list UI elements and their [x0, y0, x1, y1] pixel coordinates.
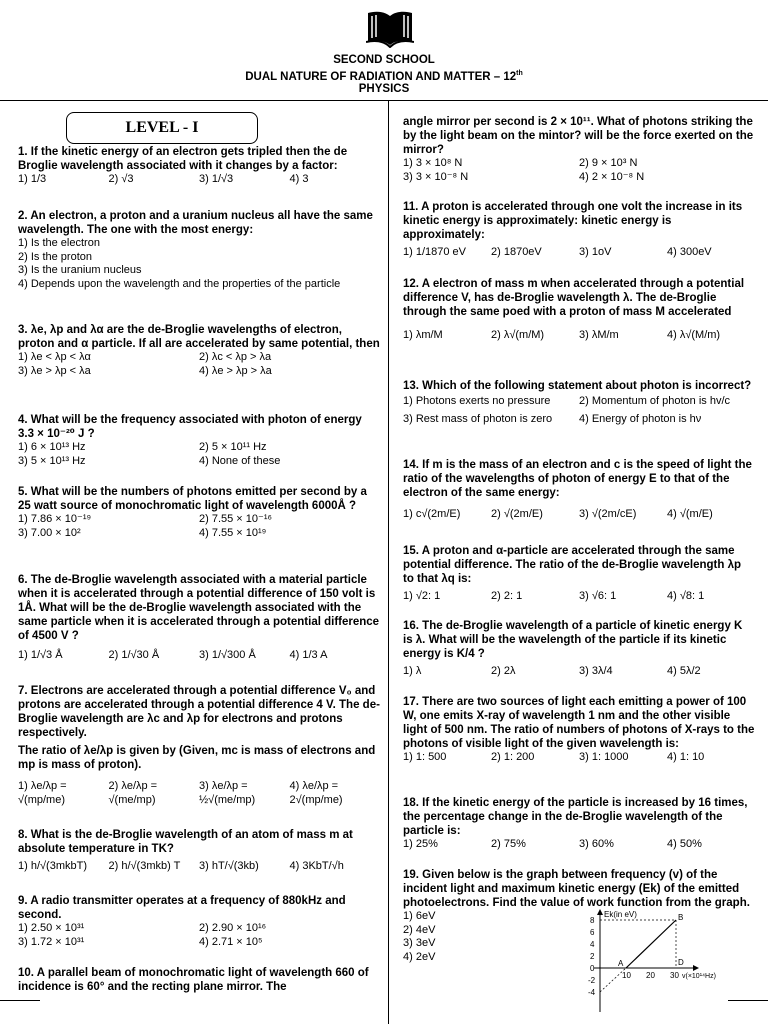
- option-1: 1) 6 × 10¹³ Hz: [18, 441, 86, 453]
- option-3: 3) 3eV: [403, 937, 436, 949]
- y-tick-8: 8: [590, 916, 595, 925]
- option-3: 3) √6: 1: [579, 590, 617, 602]
- option-3: 3) 1oV: [579, 246, 612, 258]
- option-4: 4) 1/3 A: [289, 649, 328, 661]
- option-2: 2) 1/√30 Å: [108, 649, 160, 661]
- point-a-label: A: [618, 959, 624, 968]
- school-name: SECOND SCHOOL: [333, 54, 435, 66]
- option-1: 1) 3 × 10⁸ N: [403, 157, 463, 169]
- option-3: 3) λe > λp < λa: [18, 364, 91, 377]
- option-2: 2) 2.90 × 10¹⁶: [199, 922, 267, 934]
- option-4: 4) Depends upon the wavelength and the properties of the particle: [18, 277, 341, 290]
- option-4: 4) λ√(M/m): [667, 329, 721, 341]
- y-tick-4: 4: [590, 940, 595, 949]
- question-text: 17. There are two sources of light each emitting a power of 100 W, one emits X-ray of wavelength 1 nm and the other visible light of 500 nm. The ratio of numbers of photons of X-rays to the photons of visible light of the given wavelength is:: [403, 696, 755, 750]
- question-text: 19. Given below is the graph between frequency (v) of the incident light and maximum kinetic energy (Ek) of the emitted photoelectrons. Find the value of work function from the graph.: [403, 869, 750, 909]
- option-3: 3) 60%: [579, 838, 614, 850]
- question-18: [403, 796, 755, 852]
- y-axis-label: Ek(in eV): [604, 910, 637, 919]
- option-2: 2) λ√(m/M): [491, 329, 545, 341]
- question-text: 5. What will be the numbers of photons emitted per second by a 25 watt source of monochromatic light of wavelength 6000Å ?: [18, 486, 367, 512]
- open-book-icon: [366, 8, 414, 48]
- question-text: 7. Electrons are accelerated through a potential difference V₀ and protons are accelerated through a potential difference 4 V. The de-Broglie wavelength are λc and λp for electrons and protons respectively.: [18, 685, 380, 739]
- option-3: 3) 3λ/4: [579, 665, 613, 677]
- option-3: 3) λM/m: [579, 329, 619, 341]
- question-12: [403, 277, 755, 343]
- option-1: 1) λe < λp < λα: [18, 351, 91, 363]
- question-text: 18. If the kinetic energy of the particle is increased by 16 times, the percentage change in the de-Broglie wavelength of the particle is:: [403, 797, 748, 837]
- question-text: 2. An electron, a proton and a uranium nucleus all have the same wavelength. The one with the most energy:: [18, 210, 373, 236]
- option-3: 3) 7.00 × 10²: [18, 526, 81, 539]
- question-11: [403, 200, 755, 260]
- option-4: 4) 3: [289, 173, 309, 185]
- option-4: 4) 7.55 × 10¹⁹: [199, 526, 267, 539]
- question-text: 1. If the kinetic energy of an electron gets tripled then the de Broglie wavelength associated with it changes by a factor:: [18, 146, 348, 172]
- question-text: angle mirror per second is 2 × 10¹¹. What of photons striking the by the light beam on the mintor? will be the force exerted on the mirror?: [403, 116, 754, 156]
- option-1: 1) λ: [403, 665, 422, 677]
- question-text: 8. What is the de-Broglie wavelength of an atom of mass m at absolute temperature in TK?: [18, 829, 353, 855]
- question-text: 15. A proton and α-particle are accelerated through the same potential difference. The ratio of the de-Broglie wavelength λp to that λq is:: [403, 545, 742, 585]
- option-2: 2) 7.55 × 10⁻¹⁶: [199, 513, 273, 525]
- option-4: 4) 1: 10: [667, 751, 705, 763]
- question-text: 13. Which of the following statement about photon is incorrect?: [403, 380, 752, 392]
- option-3: 3) 1.72 × 10³¹: [18, 935, 85, 948]
- option-4: 4) Energy of photon is hν: [579, 412, 702, 425]
- x-tick-30: 30: [670, 971, 679, 980]
- option-2: 2) 4eV: [403, 923, 436, 936]
- option-2: 2) λc < λp > λa: [199, 351, 272, 363]
- option-2: 2) λe/λp = √(me/mp): [108, 780, 158, 806]
- option-3: 3) Is the uranium nucleus: [18, 264, 142, 276]
- question-text: 3. λe, λp and λα are the de-Broglie wavelengths of electron, proton and α particle. If all are accelerated by same potential, then: [18, 324, 380, 350]
- option-1: 1) √2: 1: [403, 590, 441, 602]
- y-tick-6: 6: [590, 928, 595, 937]
- option-4: 4) √8: 1: [667, 590, 705, 602]
- option-3: 3) 1: 1000: [579, 751, 629, 763]
- option-1: 1) Is the electron: [18, 237, 100, 249]
- option-2: 2) 2: 1: [491, 590, 523, 602]
- option-2: 2) √(2m/E): [491, 508, 543, 520]
- y-tick-neg2: -2: [588, 976, 596, 985]
- option-3: 3) hT/√(3kb): [199, 860, 259, 872]
- question-7: [18, 684, 380, 807]
- question-9: [18, 894, 380, 949]
- question-4: [18, 413, 380, 468]
- option-1: 1) 1/1870 eV: [403, 246, 466, 258]
- option-2: 2) Momentum of photon is hv/c: [579, 395, 731, 407]
- question-3: [18, 323, 380, 378]
- question-10: [18, 966, 380, 994]
- option-1: 1) 1: 500: [403, 751, 447, 763]
- option-1: 1) 2.50 × 10³¹: [18, 922, 85, 934]
- subject-title: PHYSICS: [358, 83, 410, 95]
- option-4: 4) None of these: [199, 454, 281, 467]
- question-text-2: The ratio of λe/λp is given by (Given, mc is mass of electrons and mp is mass of proton).: [18, 745, 376, 771]
- question-8: [18, 828, 380, 874]
- question-text: 9. A radio transmitter operates at a frequency of 880kHz and second.: [18, 895, 346, 921]
- question-text: 11. A proton is accelerated through one volt the increase in its kinetic energy is approximately: kinetic energy is approximately:: [403, 201, 743, 241]
- option-1: 1) 6eV: [403, 910, 436, 922]
- option-1: 1) λe/λp = √(mp/me): [18, 780, 67, 806]
- question-13: [403, 379, 755, 426]
- option-3: 3) 1/√300 Å: [199, 649, 256, 661]
- option-4: 4) 3KbT/√h: [289, 860, 344, 872]
- option-4: 4) 2.71 × 10⁵: [199, 935, 263, 948]
- level-badge: LEVEL - I: [66, 112, 258, 144]
- option-3: 3) 1/√3: [199, 173, 234, 185]
- option-1: 1) 7.86 × 10⁻¹⁹: [18, 513, 92, 525]
- option-3: 3) 3 × 10⁻⁸ N: [403, 170, 469, 183]
- chapter-title: DUAL NATURE OF RADIATION AND MATTER – 12th: [245, 70, 523, 83]
- option-1: 1) 1/√3 Å: [18, 649, 63, 661]
- option-1: 1) h/√(3mkbT): [18, 860, 87, 872]
- option-2: 2) 5 × 10¹¹ Hz: [199, 441, 267, 453]
- option-3: 3) 5 × 10¹³ Hz: [18, 454, 86, 467]
- page-header: [0, 0, 768, 100]
- y-tick-neg4: -4: [588, 988, 596, 997]
- footer-line-left: [0, 1000, 40, 1001]
- ek-vs-frequency-graph: [588, 908, 758, 1016]
- option-2: 2) 9 × 10³ N: [579, 157, 638, 169]
- question-16: [403, 619, 755, 679]
- question-text: 4. What will be the frequency associated with photon of energy 3.3 × 10⁻²⁰ J ?: [18, 414, 362, 440]
- x-tick-10: 10: [622, 971, 631, 980]
- option-3: 3) Rest mass of photon is zero: [403, 412, 553, 425]
- option-4: 4) √(m/E): [667, 508, 713, 520]
- option-2: 2) 1: 200: [491, 751, 535, 763]
- question-14: [403, 458, 755, 522]
- question-text: 10. A parallel beam of monochromatic light of wavelength 660 of incidence is 60° and the recting plane mirror. The: [18, 967, 369, 993]
- option-4: 4) 2eV: [403, 950, 436, 963]
- question-17: [403, 695, 755, 765]
- question-6: [18, 573, 380, 663]
- question-5: [18, 485, 380, 540]
- point-d-label: D: [678, 958, 684, 967]
- option-4: 4) 50%: [667, 838, 702, 850]
- question-text: 16. The de-Broglie wavelength of a particle of kinetic energy K is λ. What will be the wavelength of the particle if its kinetic energy is K/4 ?: [403, 620, 743, 660]
- question-2: [18, 209, 380, 291]
- option-2: 2) h/√(3mkb) T: [108, 860, 181, 872]
- option-1: 1) c√(2m/E): [403, 508, 461, 520]
- question-10-continued: [403, 115, 755, 184]
- option-4: 4) 5λ/2: [667, 665, 701, 677]
- y-tick-2: 2: [590, 952, 595, 961]
- option-2: 2) 75%: [491, 838, 526, 850]
- option-4: 4) λe/λp = 2√(mp/me): [289, 780, 343, 806]
- question-text: 6. The de-Broglie wavelength associated with a material particle when it is accelerated through a potential difference of 150 volt is 1Å. What will be the de-Broglie wavelength associated with the same particle when it is accelerated through a potential difference of 4500 V ?: [18, 574, 380, 642]
- header-divider: [0, 100, 768, 101]
- option-3: 3) λe/λp = ½√(me/mp): [199, 780, 256, 806]
- question-1: [18, 145, 380, 187]
- option-2: 2) Is the proton: [18, 250, 92, 263]
- x-tick-20: 20: [646, 971, 655, 980]
- option-1: 1) 1/3: [18, 173, 47, 185]
- point-b-label: B: [678, 913, 684, 922]
- option-4: 4) 300eV: [667, 246, 712, 258]
- question-15: [403, 544, 755, 604]
- option-2: 2) √3: [108, 173, 134, 185]
- question-text: 12. A electron of mass m when accelerated through a potential difference V, has de-Broglie wavelength λ. The de-Broglie through the same poed with a proton of mass M accelerated: [403, 278, 745, 318]
- data-line: [626, 920, 676, 968]
- option-4: 4) 2 × 10⁻⁸ N: [579, 170, 645, 183]
- option-2: 2) 1870eV: [491, 246, 542, 258]
- x-axis-label: v(×10¹⁴Hz): [682, 973, 716, 980]
- column-divider: [388, 101, 389, 1024]
- option-4: 4) λe > λp > λa: [199, 364, 272, 377]
- option-1: 1) λm/M: [403, 329, 443, 341]
- question-text: 14. If m is the mass of an electron and c is the speed of light the ratio of the wavelengths of photon of energy E to that of the electron of the same energy:: [403, 459, 752, 499]
- option-3: 3) √(2m/cE): [579, 508, 637, 520]
- option-1: 1) Photons exerts no pressure: [403, 395, 551, 407]
- option-1: 1) 25%: [403, 838, 438, 850]
- y-tick-0: 0: [590, 964, 595, 973]
- option-2: 2) 2λ: [491, 665, 516, 677]
